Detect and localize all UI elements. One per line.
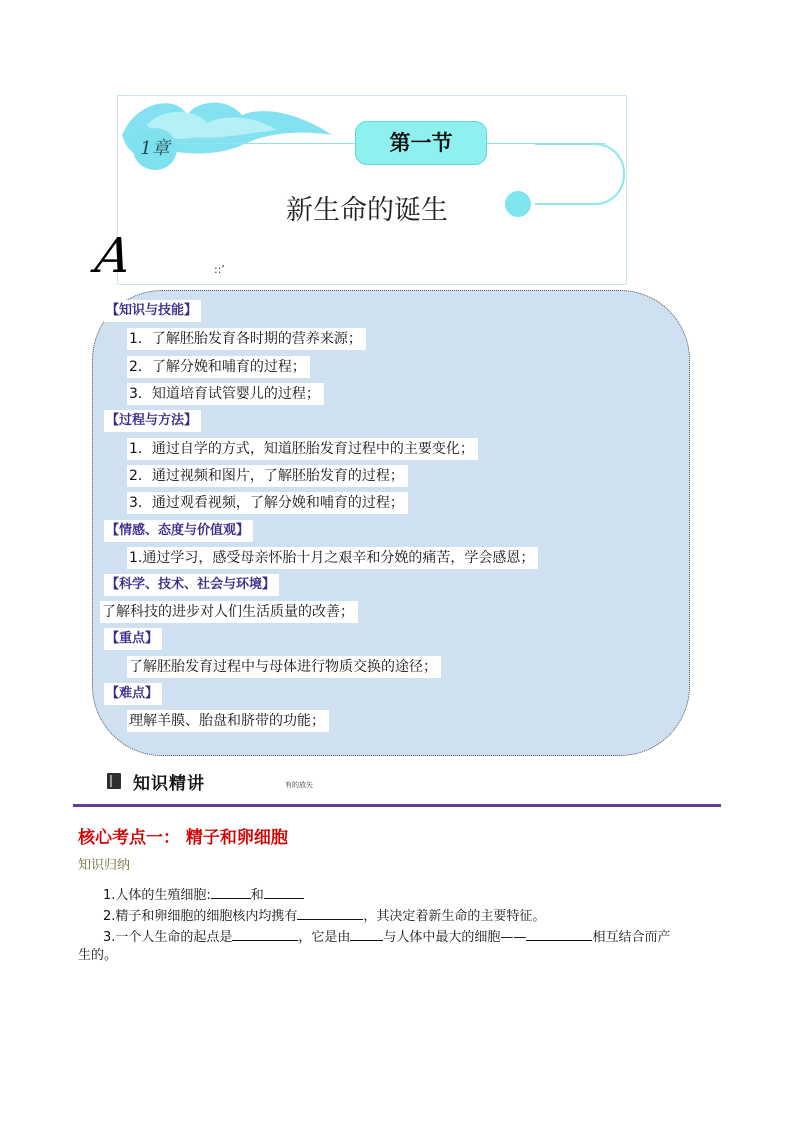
core-point-title: 核心考点一： 精子和卵细胞 bbox=[78, 828, 288, 848]
question-3 bbox=[103, 926, 670, 948]
question-3-continued: 生的。 bbox=[78, 948, 118, 963]
answer-blank[interactable] bbox=[297, 905, 363, 920]
goal-item: 1.通过学习，感受母亲怀胎十月之艰辛和分娩的痛苦，学会感恩； bbox=[127, 547, 538, 569]
answer-blank[interactable] bbox=[350, 926, 383, 941]
question-text: 与人体中最大的细胞—— bbox=[383, 930, 527, 945]
goal-item: 3．通过观看视频，了解分娩和哺育的过程； bbox=[127, 492, 408, 514]
section-divider bbox=[73, 804, 721, 807]
book-icon bbox=[107, 773, 121, 789]
knowledge-summary-label: 知识归纳 bbox=[78, 858, 131, 873]
goal-item: 了解科技的进步对人们生活质量的改善； bbox=[100, 601, 358, 623]
goal-item: 理解羊膜、胎盘和脐带的功能； bbox=[127, 710, 329, 732]
question-text: 1.人体的生殖细胞: bbox=[103, 888, 211, 903]
goal-item: 3．知道培育试管婴儿的过程； bbox=[127, 383, 324, 405]
goal-heading: 【情感、态度与价值观】 bbox=[104, 520, 253, 542]
question-2 bbox=[103, 905, 545, 927]
question-text: 2.精子和卵细胞的细胞核内均携有 bbox=[103, 909, 298, 924]
lesson-title: 新生命的诞生 bbox=[286, 195, 448, 226]
goal-item: 2．了解分娩和哺育的过程； bbox=[127, 356, 310, 378]
answer-blank[interactable] bbox=[232, 926, 298, 941]
mini-mark: ::’ bbox=[214, 263, 225, 276]
answer-blank[interactable] bbox=[264, 884, 304, 899]
header-line-left bbox=[166, 143, 356, 144]
chapter-badge: 1章 bbox=[133, 128, 177, 170]
goal-heading: 【难点】 bbox=[104, 683, 162, 705]
decorative-letter: A bbox=[92, 228, 135, 284]
goal-item: 了解胚胎发育过程中与母体进行物质交换的途径； bbox=[127, 656, 441, 678]
question-text: 相互结合而产 bbox=[592, 930, 671, 945]
section-label: 第一节 bbox=[355, 121, 487, 165]
answer-blank[interactable] bbox=[211, 884, 251, 899]
section-heading: 知识精讲 bbox=[133, 774, 205, 794]
question-text: ，其决定着新生命的主要特征。 bbox=[363, 909, 546, 924]
goal-heading: 【知识与技能】 bbox=[104, 300, 201, 322]
question-text: ，它是由 bbox=[298, 930, 351, 945]
goal-item: 1．了解胚胎发育各时期的营养来源； bbox=[127, 328, 366, 350]
goal-heading: 【科学、技术、社会与环境】 bbox=[104, 574, 279, 596]
goal-heading: 【过程与方法】 bbox=[104, 410, 201, 432]
goal-item: 2．通过视频和图片，了解胚胎发育的过程； bbox=[127, 465, 408, 487]
goal-item: 1．通过自学的方式，知道胚胎发育过程中的主要变化； bbox=[127, 438, 478, 460]
goal-heading: 【重点】 bbox=[104, 628, 162, 650]
answer-blank[interactable] bbox=[526, 926, 592, 941]
question-1 bbox=[103, 884, 304, 906]
section-note: 有的放矢 bbox=[285, 781, 313, 789]
question-text: 3.一个人生命的起点是 bbox=[103, 930, 233, 945]
question-text: 和 bbox=[250, 888, 264, 903]
